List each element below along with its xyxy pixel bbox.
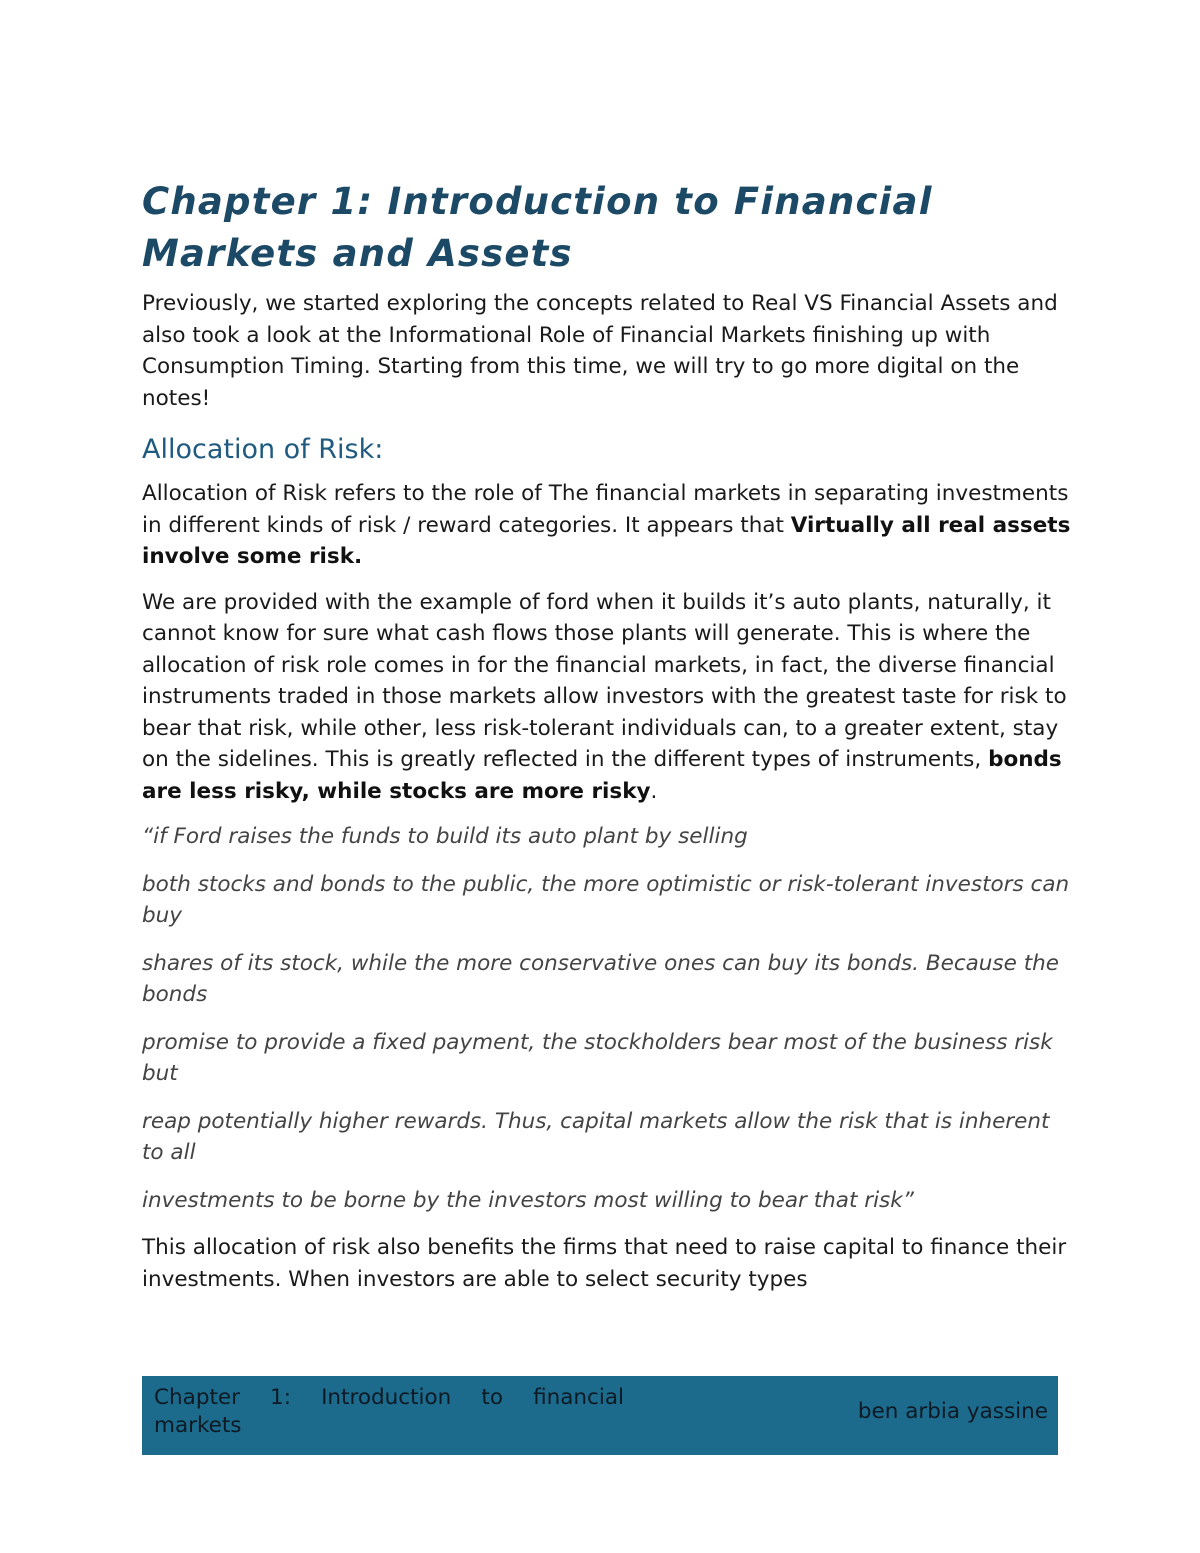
definition-text: Allocation of Risk refers to the role of The financial markets in separating investments in different kinds of risk / reward categories. It appears that <box>142 481 1069 538</box>
quote-line: reap potentially higher rewards. Thus, capital markets allow the risk that is inherent to all <box>142 1108 1050 1165</box>
ford-example-paragraph <box>142 587 1072 808</box>
quote-line: investments to be borne by the investors most willing to bear that risk” <box>142 1187 914 1213</box>
document-page <box>142 176 1072 1295</box>
quote-line: “if Ford raises the funds to build its auto plant by selling <box>142 824 748 849</box>
quote-line: shares of its stock, while the more conservative ones can buy its bonds. Because the bonds <box>142 950 1059 1007</box>
footer-author: ben arbia yassine <box>857 1399 1048 1424</box>
footer-chapter-title: Chapter 1: Introduction to financial markets <box>154 1385 624 1438</box>
definition-paragraph <box>142 478 1072 573</box>
page-footer <box>142 1376 1058 1455</box>
definition-bold-text: Virtually all real assets involve some risk. <box>142 512 1071 569</box>
ford-example-text: We are provided with the example of ford when it builds it’s auto plants, naturally, it cannot know for sure what cash flows those plants will generate. This is where the allocation of risk role comes in for the financial markets, in fact, the diverse financial instruments traded in those markets allow investors with the greatest taste for risk to bear that risk, while other, less risk-tolerant individuals can, to a greater extent, stay on the sidelines. This is greatly reflected in the different types of instruments, <box>142 589 1067 772</box>
section-heading-allocation-of-risk: Allocation of Risk: <box>142 434 384 465</box>
ford-example-bold-text: bonds are less risky, while stocks are more risky <box>142 747 1062 804</box>
quote-line: promise to provide a fixed payment, the stockholders bear most of the business risk but <box>142 1029 1053 1086</box>
quote-line: both stocks and bonds to the public, the more optimistic or risk-tolerant investors can buy <box>142 871 1070 928</box>
ford-example-end: . <box>650 778 658 804</box>
page-title: Chapter 1: Introduction to Financial Markets and Assets <box>142 180 933 275</box>
intro-paragraph: Previously, we started exploring the concepts related to Real VS Financial Assets and also took a look at the Informational Role of Financial Markets finishing up with Consumption Timing. Starting from this time, we will try to go more digital on the notes! <box>142 291 1058 411</box>
benefits-paragraph: This allocation of risk also benefits the firms that need to raise capital to finance their investments. When investors are able to select security types <box>142 1235 1067 1292</box>
